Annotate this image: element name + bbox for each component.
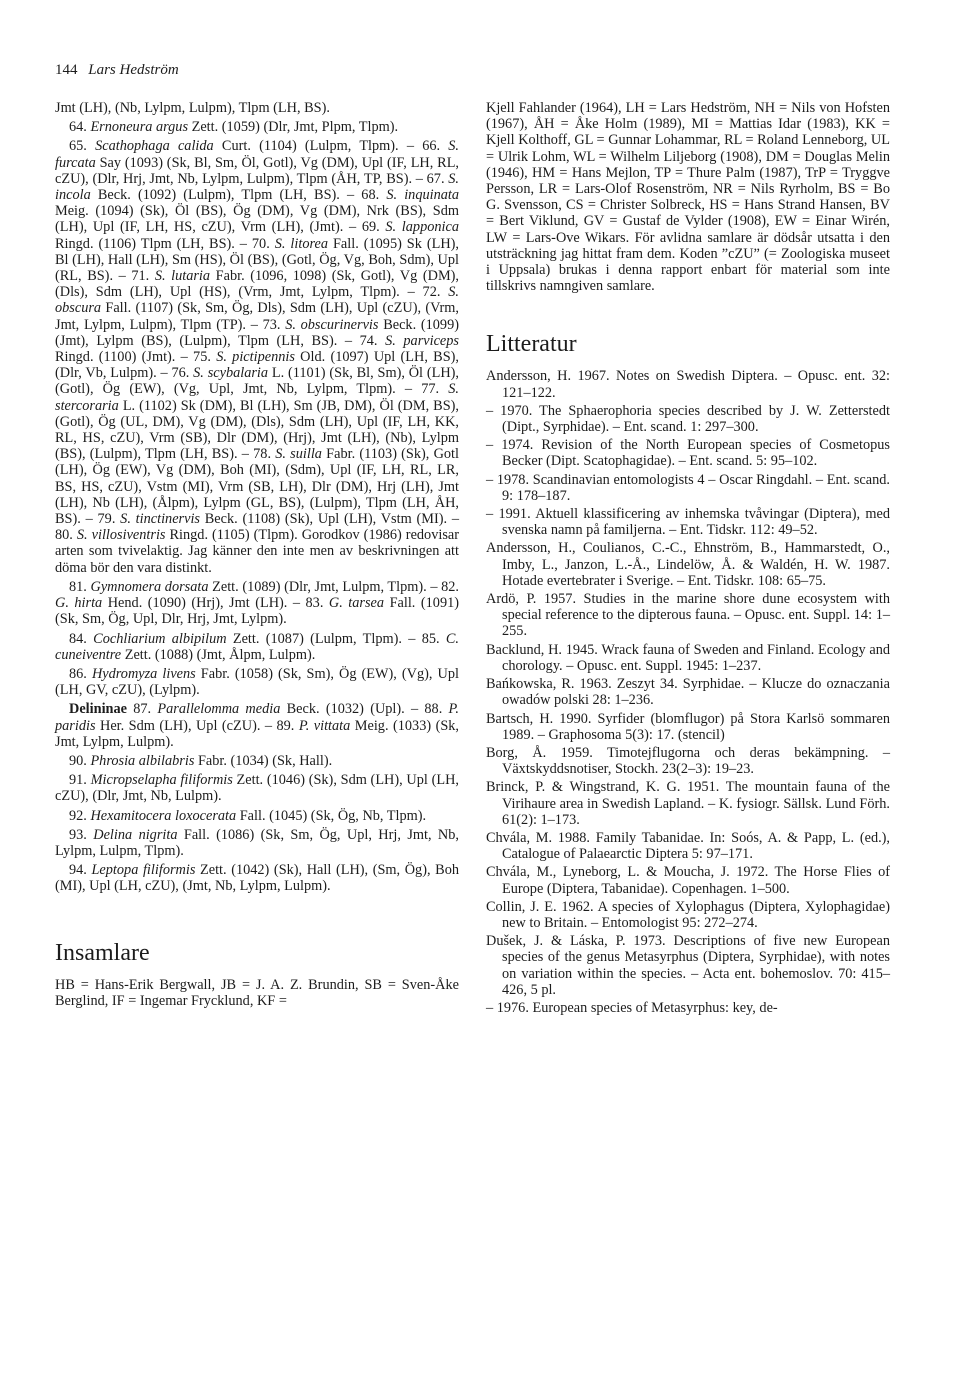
record-text: Old. (1097) Upl (LH, BS),(Dlr, Vb, Lulpm). – 76. [55,349,459,382]
taxon-name: Hydromyza livens [91,665,196,682]
litteratur-heading: Litteratur [486,331,577,358]
record-text: Fall. (1107) (Sk, Sm, Ög, Dls), Sdm (LH), Upl (cZU), (Vrm, Jmt, Lylpm, Lulpm), Tlpm (TP). – 73. [55,300,459,333]
reference-entry: Chvála, M. 1988. Family Tabanidae. In: Soós, A. & Papp, L. (ed.), Catalogue of Palaearctic Diptera 5: 97–171. [486,829,890,863]
species-paragraph [55,119,459,135]
left-column [55,100,459,1012]
record-text: 65. [69,138,96,155]
running-author: Lars Hedström [88,62,179,78]
species-paragraph [55,666,459,698]
record-text: Zett. (1059) (Dlr, Jmt, Plpm, Tlpm). [188,119,399,136]
reference-entry: Bartsch, H. 1990. Syrfider (blomflugor) på Stora Karlsö sommaren 1989. – Graphosoma 5(3): 17. (stencil) [486,710,890,743]
record-text: Meig. (1094) (Sk), Öl (BS), Ög (DM), Vg (DM), Nrk (BS), Sdm (LH), Upl (IF, LH, HS, cZU), Vrm (LH), (Jmt). – 69. [55,203,459,236]
species-paragraph [55,827,459,859]
record-text: Meig. (1033) (Sk, Jmt, Lylpm, Lulpm). [55,717,459,750]
taxon-name: S. lutaria [154,268,211,285]
taxon-name: S. pictipennis [216,349,295,366]
reference-entry: Borg, Å. 1959. Timotejflugorna och deras bekämpning. – Växtskyddsnotiser, Stockh. 23(2–3): 19–23. [486,744,890,778]
species-paragraph [55,138,459,575]
reference-entry: – 1978. Scandinavian entomologists 4 – Oscar Ringdahl. – Ent. scand. 9: 178–187. [486,471,890,504]
record-text: Zett. (1089) (Dlr, Jmt, Lulpm, Tlpm). – 82. [208,578,459,595]
taxon-name: G. hirta [55,595,103,612]
reference-entry: Brinck, P. & Wingstrand, K. G. 1951. The mountain fauna of the Virihaure area in Swedish Lapland. – K. fysiogr. Sällsk. Lund Förh. 61(2): 1–173. [486,779,890,828]
record-text: Beck. (1032) (Upl). – 88. [280,701,449,718]
reference-entry: Ardö, P. 1957. Studies in the marine shore dune ecosystem with special reference to the dipterous fauna. – Opusc. ent. Suppl. 14: 1–255. [486,591,890,640]
species-paragraph [55,862,459,894]
record-text: Ringd. (1100) (Jmt). – 75. [55,349,217,366]
record-text: Fall. (1045) (Sk, Ög, Nb, Tlpm). [236,807,427,824]
species-paragraph [55,808,459,824]
insamlare-heading: Insamlare [55,939,150,966]
reference-entry: – 1970. The Sphaerophoria species described by J. W. Zetterstedt (Dipt., Syrphidae). – Ent. scand. 1: 297–300. [486,402,890,436]
record-text: Her. Sdm (LH), Upl (cZU). – 89. [95,717,299,734]
taxon-name: S. lapponica [385,219,459,236]
taxon-name: Hexamitocera loxocerata [90,807,237,824]
record-text: 90. [69,752,91,769]
record-text: Ringd. (1105) (Tlpm). Gorodkov (1986) redovisar arten som tvivelaktig. Jag känner den inte men av beskrivningen att döma bör den vara distinkt. [55,527,460,576]
record-text: Fall. (1086) (Sk, Sm, Ög, Upl, Hrj, Jmt, Nb, Lylpm, Lulpm, Tlpm). [55,826,459,859]
record-text: Fabr. (1103) (Sk), Gotl (LH), Ög (EW), Vg (DM), Boh (MI), (Sdm), Upl (IF, LH, RL, LR, BS, HS, cZU), Vstm (MI), Vrm (SB, LH), Dlr (DM), Hrj (LH), Jmt (LH), Nb (LH), (Ålpm), Lylpm (GL, BS), (Lulpm), Tlpm (LH, ÅH, BS). – 79. [55,446,459,528]
taxon-name: S. litorea [274,235,329,252]
taxon-name: Phrosia albilabris [90,752,195,769]
taxon-name: S. obscurinervis [285,316,379,333]
reference-entry: – 1976. European species of Metasyrphus: key, de- [486,999,778,1016]
record-text: Jmt (LH), (Nb, Lylpm, Lulpm), Tlpm (LH, BS). [55,100,330,116]
record-text: 94. [69,862,92,879]
record-text: Ringd. (1106) Tlpm (LH, BS). – 70. [55,235,275,252]
record-text: 86. [69,665,92,682]
taxon-name: G. tarsea [328,595,385,612]
taxon-name: Scathophaga calida [95,138,214,155]
reference-entry: Chvála, M., Lyneborg, L. & Moucha, J. 1972. The Horse Flies of Europe (Diptera, Tabanidae). Copenhagen. 1–500. [486,864,890,897]
taxon-name: S. suilla [275,446,322,463]
record-text: Fabr. (1034) (Sk, Hall). [194,752,333,769]
record-text: Beck. (1108) (Sk), Upl (LH), Vstm (MI). – 80. [55,511,459,544]
record-text: Zett. (1087) (Lulpm, Tlpm). – 85. [226,630,446,647]
reference-entry: – 1991. Aktuell klassificering av inhemska tvåvingar (Diptera), med svenska namn på familjerna. – Ent. Tidskr. 112: 49–52. [486,506,890,539]
record-text: Curt. (1104) (Lulpm, Tlpm). – 66. [213,138,449,155]
record-text: L. (1101) (Sk, Bl, Sm), Öl (LH), (Gotl), Ög (EW), (Vg, Upl, Jmt, Nb, Lylpm, Tlpm). – 77. [55,365,459,398]
record-text: Zett. (1042) (Sk), Hall (LH), (Sm, Ög), Boh (MI), Upl (LH, cZU), (Jmt, Nb, Lylpm, Lulpm). [55,862,459,895]
species-paragraph [55,631,459,663]
record-text: 64. [69,119,91,136]
record-text: Fall. (1091) (Sk, Sm, Ög, Upl, Dlr, Hrj, Jmt, Lylpm). [55,595,460,628]
reference-entry: Andersson, H. 1967. Notes on Swedish Diptera. – Opusc. ent. 32: 121–122. [486,368,890,401]
record-text: Fabr. (1058) (Sk, Sm), Ög (EW), (Vg), Upl (LH, GV, cZU), (Lylpm). [55,665,459,699]
record-text: Fall. (1095) Sk (LH), Bl (LH), Hall (LH), Sm (HS), Öl (BS), (Gotl, Ög, Vg, Boh, Sdm), Upl (RL, BS). – 71. [55,235,460,285]
taxon-name: S. parviceps [385,332,459,349]
taxon-name: P. paridis [55,701,459,734]
record-text: Beck. (1099) (Jmt), Lylpm (BS), (Lulpm), Tlpm (LH, BS). – 74. [55,316,459,349]
species-list [55,100,459,895]
subfamily-name: Delininae [69,701,127,718]
record-text: Fabr. (1096, 1098) (Sk, Gotl), Vg (DM), (Dls), Sdm (LH), Upl (HS), (Vrm, Jmt, Lylpm, Tlpm). – 72. [55,268,459,301]
taxon-name: S. villosiventris [76,527,166,544]
reference-entry: – 1974. Revision of the North European species of Cosmetopus Becker (Dipt. Scatophagidae). – Ent. scand. 5: 95–102. [486,437,890,470]
reference-list [486,368,890,1016]
taxon-name: S. inquinata [386,187,460,204]
insamlare-text: HB = Hans-Erik Bergwall, JB = J. A. Z. Brundin, SB = Sven-Åke Berglind, IF = Ingemar Frycklund, KF = [55,976,459,1009]
reference-entry: Dušek, J. & Láska, P. 1973. Descriptions of five new European species of the genus Metasyrphus (Diptera, Syrphidae), with notes on variation within the species. – Acta ent. bohemoslov. 70: 415–426, 5 pl. [486,933,890,998]
record-text: Beck. (1092) (Lulpm), Tlpm (LH, BS). – 68. [90,187,387,204]
reference-entry: Backlund, H. 1945. Wrack fauna of Sweden and Finland. Ecology and chorology. – Opusc. ent. Suppl. 1945: 1–237. [486,641,890,674]
record-text: 93. [69,826,94,843]
running-header [55,62,179,79]
taxon-name: Leptopa filiformis [91,862,196,879]
record-text: 84. [69,630,94,647]
taxon-name: S. stercoraria [55,381,459,414]
right-column [486,100,890,1018]
record-text: Say (1093) (Sk, Bl, Sm, Öl, Gotl), Vg (DM), Upl (IF, LH, RL, cZU), (Dlr, Hrj, Jmt, Nb, Lylpm, Lulpm), Tlpm (ÅH, TP, BS). – 67. [55,154,459,187]
record-text: Zett. (1046) (Sk), Sdm (LH), Upl (LH, cZU), (Dlr, Jmt, Nb, Lulpm). [55,772,459,805]
taxon-name: Parallelomma media [157,701,281,718]
page-number: 144 [55,62,78,78]
record-text: 81. [69,578,91,595]
taxon-name: S. tinctinervis [120,511,200,528]
record-text: L. (1102) Sk (DM), Bl (LH), Sm (JB, DM), Öl (DM, BS), (Gotl), Ög (UL, DM), Vg (DM), (Dls), Sdm (LH), Upl (IF, LH, KK, RL, HS, cZU), Vrm (SB), Dlr (DM), (Hrj), Jmt (LH), (Nb), Lylpm (BS), (Lulpm), Tlpm (LH, BS). – 78. [55,397,459,463]
taxon-name: Cochliarium albipilum [93,630,227,647]
species-paragraph [55,100,459,116]
record-text: Zett. (1088) (Jmt, Ålpm, Lulpm). [121,646,316,663]
insamlare-continuation: Kjell Fahlander (1964), LH = Lars Hedström, NH = Nils von Hofsten (1967), ÅH = Åke Holm (1989), MI = Mattias Idar (1983), KK = Kjell Kolthoff, GL = Gunnar Lohammar, RL = Roland Lenneborg, UL = Ulrik Lohm, WL = Wilhelm Liljeborg (1908), DM = Douglas Melin (1946), HM = Hans Mejlon, TP = Thure Palm (1987), TrP = Tryggve Persson, LR = Lars-Olof Rosenström, NR = Nils Ryrholm, BS = Bo G. Svensson, CS = Christer Solbreck, HS = Hans Strand Hansen, BV = Bert Viklund, GV = Gustaf de Vylder (1908), EW = Einar Wirén, LW = Lars-Ove Wikars. För avlidna samlare är dödsår utsatta i den utsträckning jag hittat fram dem. Koden ”cZU” (= Zoologiska museet i Uppsala) brukas i denna rapport enbart för material som inte tillskrivs namngiven samlare. [486,100,890,295]
taxon-name: S. scybalaria [193,365,269,382]
taxon-name: S. furcata [55,138,460,171]
taxon-name: S. obscura [55,284,459,317]
record-text: 92. [69,807,91,824]
species-paragraph [55,753,459,769]
taxon-name: Delina nigrita [93,826,178,843]
record-text: Hend. (1090) (Hrj), Jmt (LH). – 83. [102,595,329,612]
record-text: 87. [126,701,158,718]
species-paragraph [55,772,459,804]
reference-entry: Collin, J. E. 1962. A species of Xylophagus (Diptera, Xylophagidae) new to Britain. – Entomologist 95: 272–274. [486,898,890,931]
reference-entry: Bańkowska, R. 1963. Zeszyt 34. Syrphidae. – Klucze do oznaczania owadów polski 28: 1–236. [486,676,890,709]
taxon-name: P. vittata [298,717,351,734]
taxon-name: Micropselapha filiformis [90,772,233,789]
taxon-name: Gymnomera dorsata [90,578,209,595]
species-paragraph [55,579,459,628]
taxon-name: C. cuneiventre [55,630,459,663]
reference-entry: Andersson, H., Coulianos, C.-C., Ehnström, B., Hammarstedt, O., Imby, L., Janzon, L.-Å., Lindelöw, Å. & Waldén, H. W. 1987. Hotade evertebrater i Sverige. – Ent. Tidskr. 108: 65–75. [486,540,890,589]
taxon-name: Ernoneura argus [90,119,189,136]
record-text: 91. [69,772,91,789]
species-paragraph [55,701,459,750]
taxon-name: S. incola [55,170,459,204]
